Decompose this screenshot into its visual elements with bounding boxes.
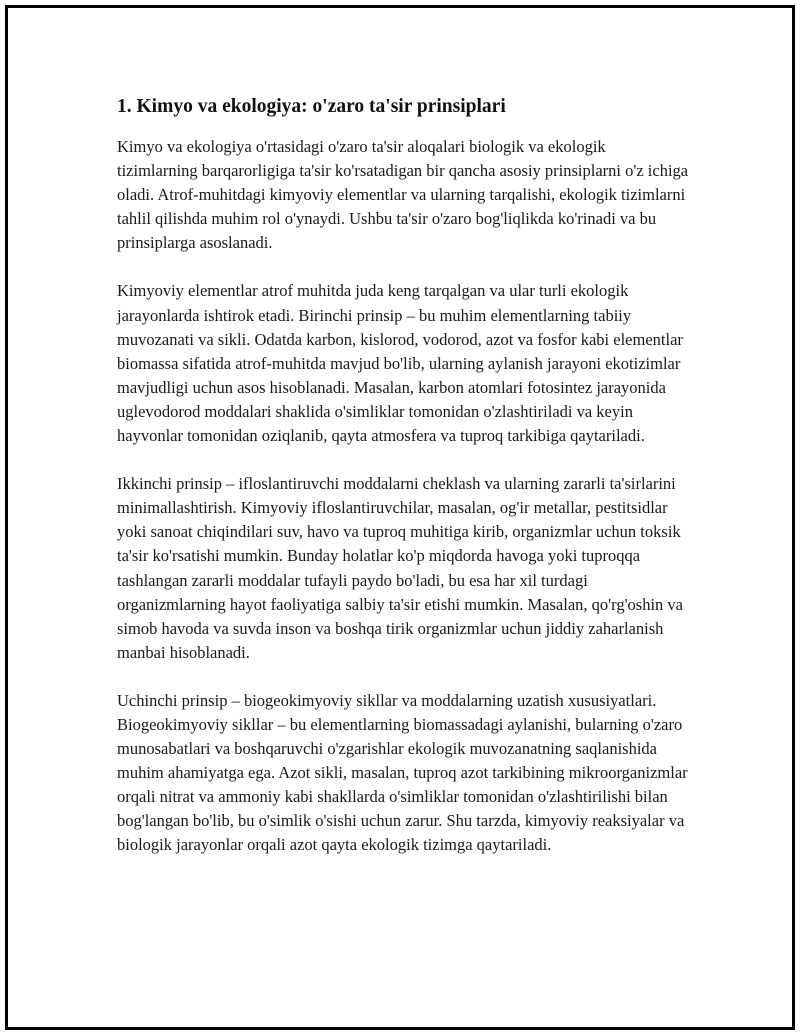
section-heading: 1. Kimyo va ekologiya: o'zaro ta'sir prinsiplari (117, 96, 506, 117)
paragraph-intro: Kimyo va ekologiya o'rtasidagi o'zaro ta'sir aloqalari biologik va ekologik tizimlarning barqarorligiga ta'sir ko'rsatadigan bir qancha asosiy prinsiplarni o'z ichiga oladi. Atrof-muhitdagi kimyoviy elementlar va ularning tarqalishi, ekologik tizimlarni tahlil qilishda muhim rol o'ynaydi. Ushbu ta'sir o'zaro bog'liqlikda ko'rinadi va bu prinsiplarga asoslanadi. (117, 137, 689, 253)
paragraph-second-principle: Ikkinchi prinsip – ifloslantiruvchi moddalarni cheklash va ularning zararli ta'sirlarini minimallashtirish. Kimyoviy ifloslantiruvchilar, masalan, og'ir metallar, pestitsidlar yoki sanoat chiqindilari suv, havo va tuproq muhitiga kirib, organizmlar uchun toksik ta'sir ko'rsatishi mumkin. Bunday holatlar ko'p miqdorda havoga yoki tuproqqa tashlangan zararli moddalar tufayli paydo bo'ladi, bu esa har xil turdagi organizmlarning hayot faoliyatiga salbiy ta'sir etishi mumkin. Masalan, qo'rg'oshin va simob havoda va suvda inson va boshqa tirik organizmlar uchun jiddiy zaharlanish manbai hisoblanadi. (117, 474, 683, 662)
document-body (117, 94, 689, 882)
paragraph-third-principle: Uchinchi prinsip – biogeokimyoviy sikllar va moddalarning uzatish xususiyatlari. Biogeokimyoviy sikllar – bu elementlarning biomassadagi aylanishi, bularning o'zaro munosabatlari va boshqaruvchi o'zgarishlar ekologik muvozanatning saqlanishida muhim ahamiyatga ega. Azot sikli, masalan, tuproq azot tarkibining mikroorganizmlar orqali nitrat va ammoniy kabi shakllarda o'simliklar tomonidan o'zlashtirilishi bilan bog'langan bo'lib, bu o'simlik o'sishi uchun zarur. Shu tarzda, kimyoviy reaksiyalar va biologik jarayonlar orqali azot qayta ekologik tizimga qaytariladi. (117, 690, 688, 855)
paragraph-first-principle: Kimyoviy elementlar atrof muhitda juda keng tarqalgan va ular turli ekologik jarayonlarda ishtirok etadi. Birinchi prinsip – bu muhim elementlarning tabiiy muvozanati va sikli. Odatda karbon, kislorod, vodorod, azot va fosfor kabi elementlar biomassa sifatida atrof-muhitda mavjud bo'lib, ularning aylanish jarayoni ekotizimlar mavjudligi uchun asos hisoblanadi. Masalan, karbon atomlari fotosintez jarayonida uglevodorod moddalari shaklida o'simliklar tomonidan o'zlashtiriladi va keyin hayvonlar tomonidan oziqlanib, qayta atmosfera va tuproq tarkibiga qaytariladi. (117, 281, 683, 446)
